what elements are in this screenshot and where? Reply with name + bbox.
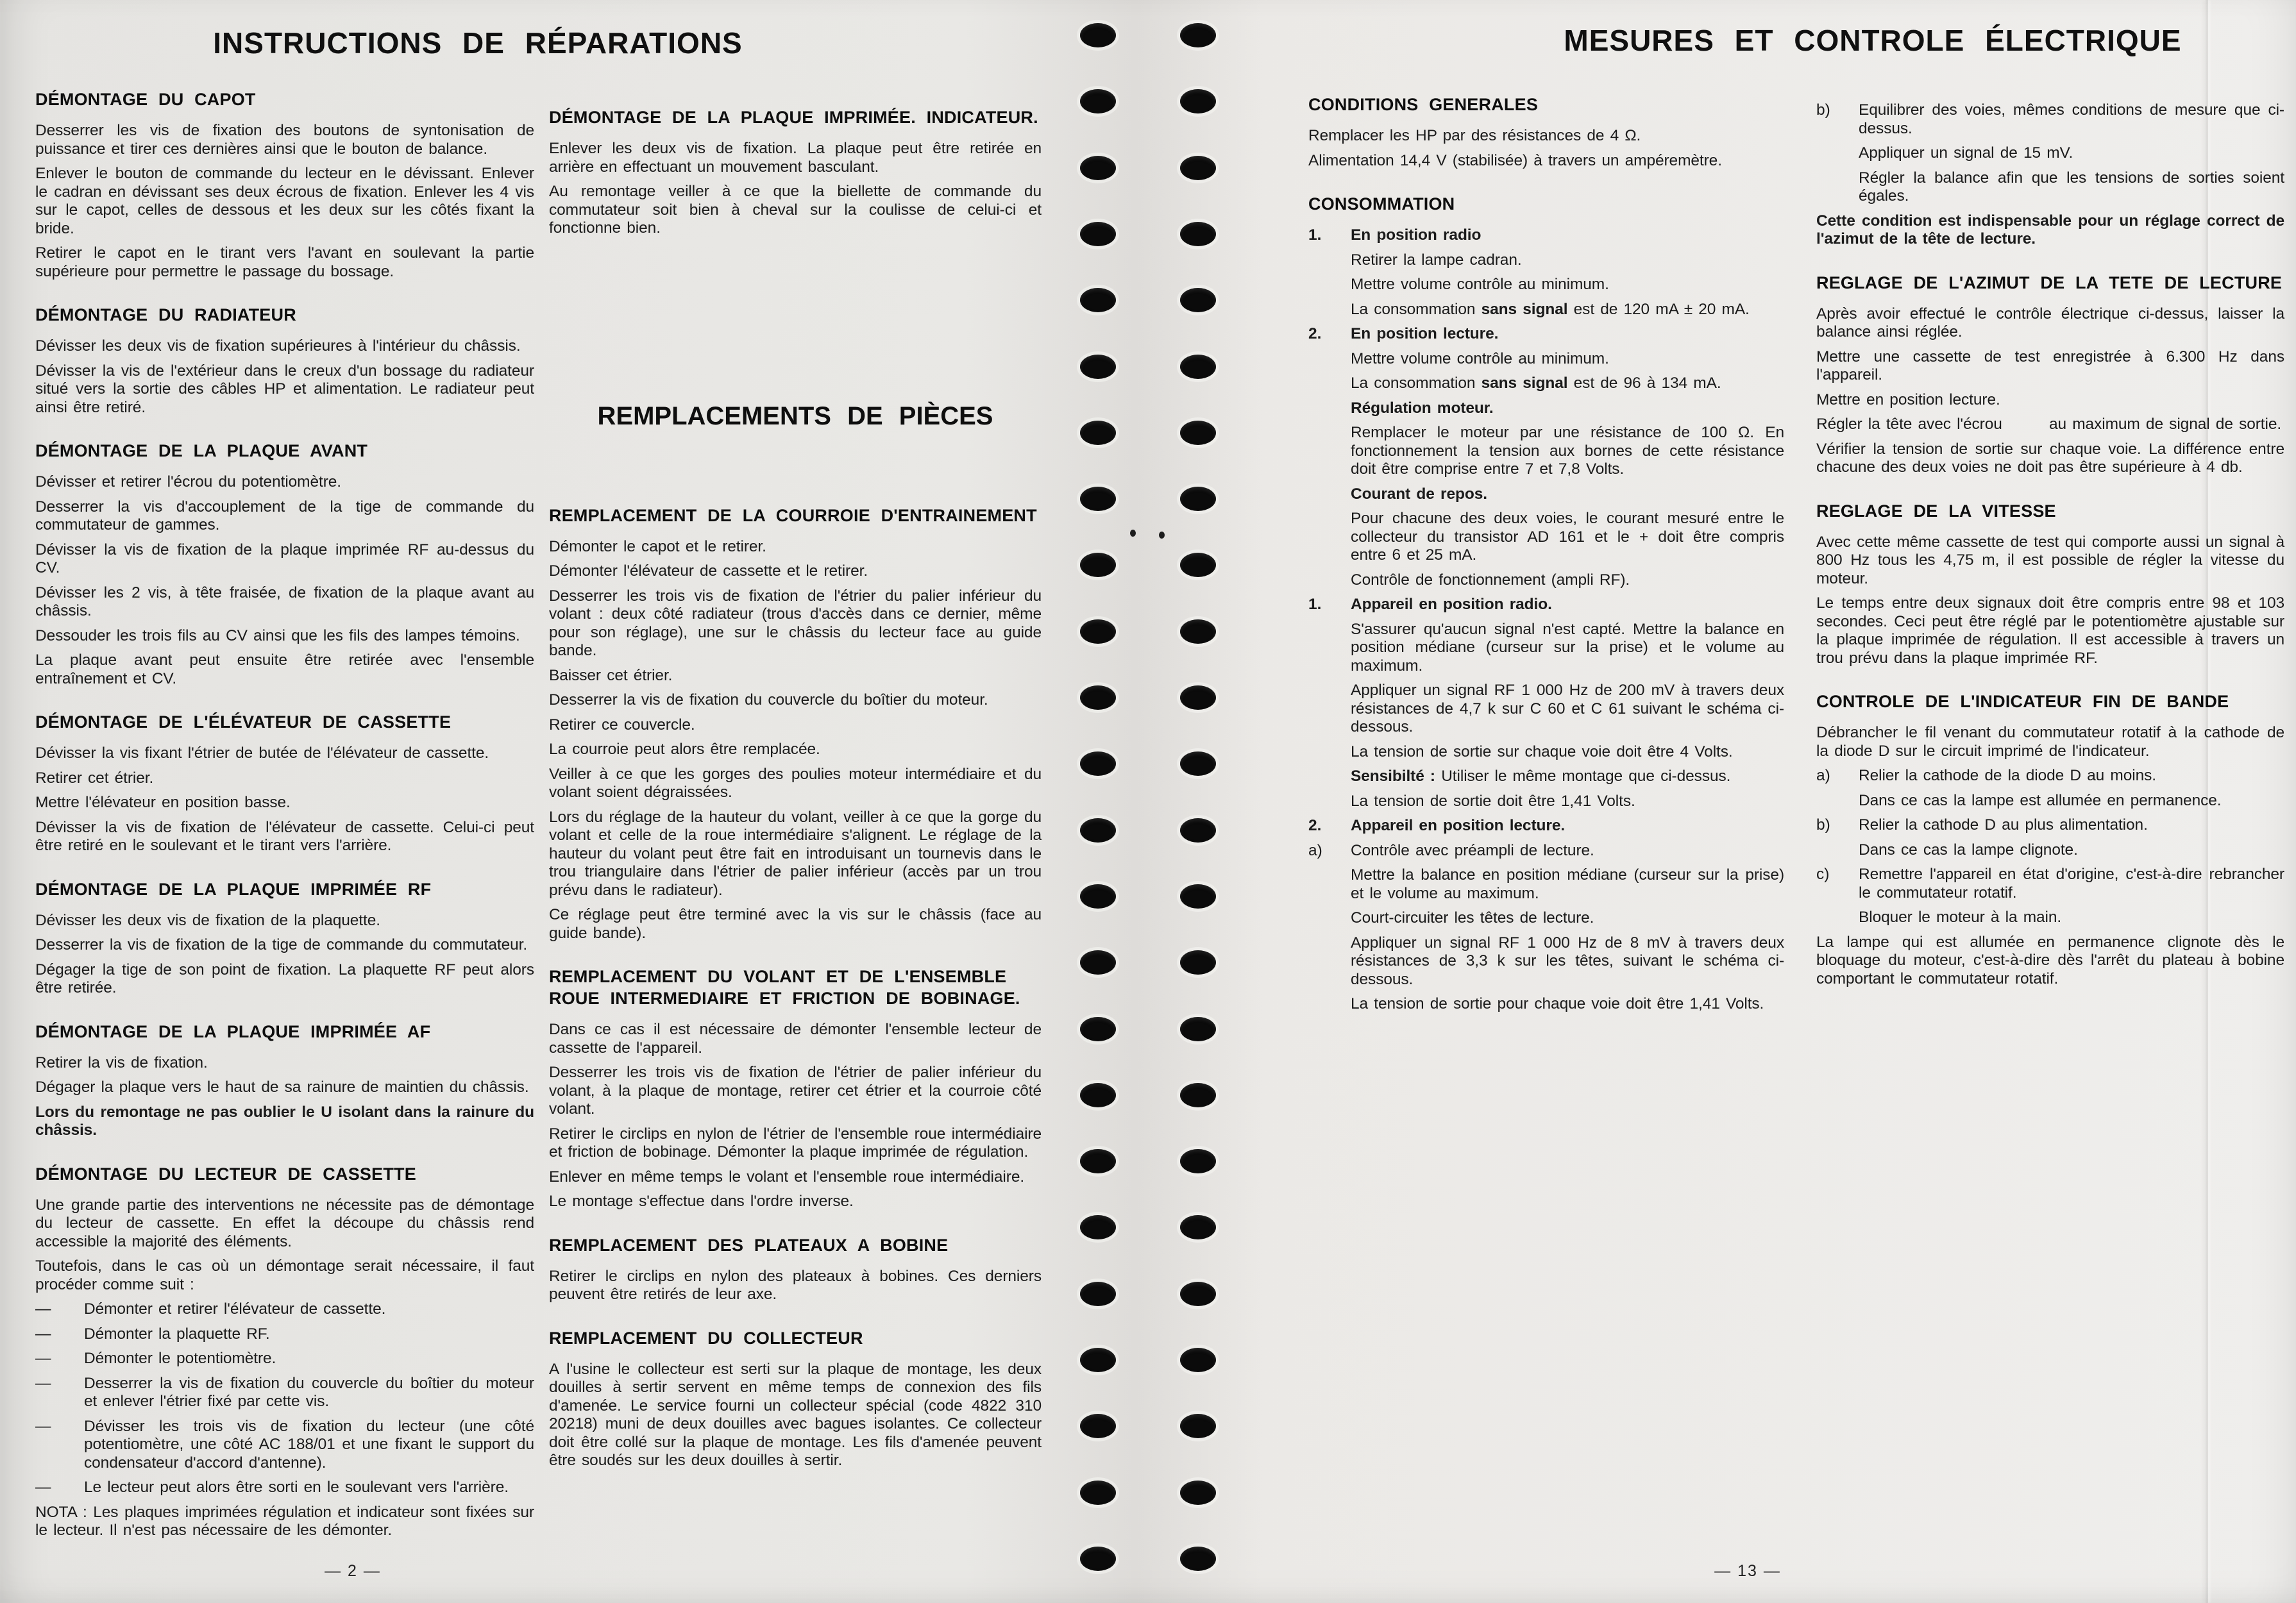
paragraph: Retirer le capot en le tirant vers l'avant en soulevant la partie supérieure pour permettre le passage du bossage. [35,244,534,280]
section-heading: CONDITIONS GENERALES [1308,95,1539,114]
paragraph: Après avoir effectué le contrôle électrique ci-dessus, laisser la balance ainsi réglée. [1816,305,2284,340]
numbered-item [1816,101,2284,138]
binding-hole [1080,222,1116,246]
binding-hole [1180,421,1216,445]
section-heading: CONSOMMATION [1308,194,1455,214]
paragraph: Démonter le potentiomètre. [84,1350,276,1367]
paragraph: Enlever le bouton de commande du lecteur en le dévissant. Enlever le cadran en dévissant ses deux écrous de fixation. Enlever les 4 vis sur le capot, celles de dessous et les deux sur les côtés fixant la bride. [35,165,534,237]
binding-hole [1180,619,1216,644]
left-page-column-1 [35,88,534,1547]
paragraph: Avec cette même cassette de test qui comporte aussi un signal à 800 Hz tous les 4,75 m, il est possible de régler la vitesse du moteur. [1816,533,2284,587]
paragraph: Une grande partie des interventions ne nécessite pas de démontage du lecteur de cassette. En effet la découpe du châssis rend accessible la majorité des éléments. [35,1196,534,1250]
list-marker: — [35,1417,51,1435]
binding-hole [1080,1215,1116,1239]
paragraph: Démonter et retirer l'élévateur de cassette. [84,1300,386,1318]
binding-hole [1080,23,1116,47]
paragraph: A l'usine le collecteur est serti sur la plaque de montage, les deux douilles à sertir servent en même temps de connexion des fils d'amenée. Le service fourni un collecteur spécial (code 4822 310 20218) muni de deux douilles avec bagues isolantes. Ce collecteur doit être collé sur la plaque de montage. Les fils d'amenée peuvent être soudés sur les deux douilles à sertir. [549,1360,1042,1469]
paragraph: Mettre en position lecture. [1816,390,2000,408]
list-marker: 2. [1308,325,1322,342]
binding-hole [1180,1017,1216,1041]
paragraph: Dévisser la vis de fixation de l'élévateur de cassette. Celui-ci peut être retiré en le soulevant et le tirant vers l'arrière. [35,818,534,854]
list-marker: b) [1816,816,1830,834]
paragraph: Remettre l'appareil en état d'origine, c'est-à-dire rebrancher le commutateur rotatif. [1859,866,2284,902]
section-heading: REMPLACEMENT DE LA COURROIE D'ENTRAINEMENT [549,505,1037,525]
paragraph: Régler la tête avec l'écrou au maximum de signal de sortie. [1816,415,2282,433]
paragraph: Démonter la plaquette RF. [84,1325,270,1343]
paragraph: Dévisser la vis fixant l'étrier de butée de l'élévateur de cassette. [35,744,489,762]
section-heading: REMPLACEMENT DU VOLANT ET DE L'ENSEMBLE ROUE INTERMEDIAIRE ET FRICTION DE BOBINAGE. [549,967,1020,1008]
paragraph: Desserrer les vis de fixation des boutons de syntonisation de puissance et tirer ces dernières ainsi que le bouton de balance. [35,122,534,158]
paragraph: En position radio [1351,226,1481,244]
list-marker: 1. [1308,226,1322,244]
list-marker: b) [1816,101,1830,119]
right-page-column-1 [1308,94,1784,1020]
paragraph [1351,374,1784,393]
binding-hole [1080,1282,1116,1306]
paragraph: Ce réglage peut être terminé avec la vis sur le châssis (face au guide bande). [549,906,1042,942]
numbered-item [1308,325,1784,344]
list-marker: c) [1816,866,1830,883]
paragraph: Retirer le circlips en nylon de l'étrier de l'ensemble roue intermédiaire et friction de bobinage. Démonter la plaque imprimée de régulation. [549,1125,1042,1161]
right-page-column-2 [1816,95,2284,995]
numbered-item [1816,816,2284,835]
paragraph: NOTA : Les plaques imprimées régulation et indicateur sont fixées sur le lecteur. Il n'est pas nécessaire de les démonter. [35,1503,534,1539]
paragraph: Bloquer le moteur à la main. [1859,909,2062,926]
left-page-column-2 [549,106,1042,1477]
list-item [35,1479,534,1497]
section-heading: REGLAGE DE LA VITESSE [1816,501,2056,521]
paragraph: Dévisser la vis de fixation de la plaque imprimée RF au-dessus du CV. [35,541,534,576]
paragraph: Dans ce cas la lampe clignote. [1859,841,2078,859]
section-heading: DÉMONTAGE DU RADIATEUR [35,305,296,324]
paragraph: Pour chacune des deux voies, le courant mesuré entre le collecteur du transistor AD 161 et le + doit être compris entre 6 et 25 mA. [1351,510,1784,564]
paragraph: Desserrer les trois vis de fixation de l'étrier du palier inférieur du volant : deux côté radiateur (trous d'accès dans ce dernier, même pour son réglage), une sur le châssis du lecteur face au guide bande. [549,587,1042,659]
paragraph: Démonter le capot et le retirer. [549,537,766,555]
section-heading: DÉMONTAGE DU LECTEUR DE CASSETTE [35,1164,416,1184]
paragraph: La tension de sortie doit être 1,41 Volts. [1351,792,1635,810]
paragraph: Dessouder les trois fils au CV ainsi que les fils des lampes témoins. [35,626,520,644]
list-marker: 2. [1308,817,1322,834]
paragraph: Au remontage veiller à ce que la biellette de commande du commutateur soit bien à cheval sur la coulisse de celui-ci et fonctionne bien. [549,183,1042,237]
paragraph: Retirer la vis de fixation. [35,1053,208,1071]
paragraph: Desserrer la vis d'accouplement de la tige de commande du commutateur de gammes. [35,498,534,533]
text-segment: La consommation [1351,300,1481,318]
paragraph: La tension de sortie pour chaque voie doit être 1,41 Volts. [1351,995,1764,1012]
binding-hole [1080,884,1116,909]
paragraph: Cette condition est indispensable pour un réglage correct de l'azimut de la tête de lecture. [1816,212,2284,248]
list-item [35,1300,534,1319]
paragraph: La lampe qui est allumée en permanence clignote dès le bloquage du moteur, c'est-à-dire dès l'arrêt du plateau à bobine comportant le commutateur rotatif. [1816,933,2284,987]
binding-hole [1080,1017,1116,1041]
paragraph: Baisser cet étrier. [549,666,673,684]
paragraph: Régulation moteur. [1351,399,1494,417]
paragraph: Toutefois, dans le cas où un démontage serait nécessaire, il faut procéder comme suit : [35,1257,534,1293]
text-segment: est de 96 à 134 mA. [1567,374,1721,392]
binding-hole [1180,1282,1216,1306]
list-marker: a) [1308,841,1322,859]
page-title: MESURES ET CONTROLE ÉLECTRIQUE [1564,24,2182,57]
paragraph: Enlever en même temps le volant et l'ensemble roue intermédiaire. [549,1168,1025,1186]
paragraph: Dévisser les 2 vis, à tête fraisée, de fixation de la plaque avant au châssis. [35,583,534,619]
binding-hole [1180,1083,1216,1107]
list-marker: a) [1816,767,1830,784]
paragraph: Courant de repos. [1351,485,1487,503]
paragraph: Dans ce cas il est nécessaire de démonter l'ensemble lecteur de cassette de l'appareil. [549,1021,1042,1057]
paragraph: Lors du réglage de la hauteur du volant, veiller à ce que la gorge du volant et celle de la roue intermédiaire s'alignent. Le réglage de la hauteur du volant peut être fait en introduisant un tournevis dans le trou triangulaire dans l'étrier de palier inférieur (accès par un trou prévu dans le radiateur). [549,808,1042,899]
paragraph: Dégager la tige de son point de fixation. La plaquette RF peut alors être retirée. [35,961,534,996]
paragraph: Equilibrer des voies, mêmes conditions de mesure que ci-dessus. [1859,101,2284,137]
binding-hole [1180,1547,1216,1571]
section-heading: DÉMONTAGE DE LA PLAQUE IMPRIMÉE. INDICATEUR. [549,108,1038,127]
paragraph: Appliquer un signal RF 1 000 Hz de 200 mV à travers deux résistances de 4,7 k sur C 60 et C 61 suivant le schéma ci-dessous. [1351,682,1784,735]
list-item [35,1418,534,1473]
binding-hole [1180,89,1216,113]
paragraph: Retirer le circlips en nylon des plateaux à bobines. Ces derniers peuvent être retirés de leur axe. [549,1267,1042,1303]
paragraph: Relier la cathode de la diode D au moins. [1859,767,2156,784]
list-item [35,1375,534,1411]
paragraph: Le temps entre deux signaux doit être compris entre 98 et 103 secondes. Ceci peut être réglé par le potentiomètre ajustable sur la plaque imprimée de régulation. Il est accessible à travers un trou prévu dans la plaque imprimée RF. [1816,594,2284,667]
paragraph: Démonter l'élévateur de cassette et le retirer. [549,562,868,580]
binding-hole [1180,884,1216,909]
paragraph: Enlever les deux vis de fixation. La plaque peut être retirée en arrière en effectuant un mouvement basculant. [549,140,1042,176]
page-title: INSTRUCTIONS DE RÉPARATIONS [213,26,743,60]
section-heading: REMPLACEMENT DES PLATEAUX A BOBINE [549,1235,949,1255]
binding-hole [1180,288,1216,312]
binding-hole [1080,89,1116,113]
paragraph: Retirer cet étrier. [35,769,154,787]
paragraph: Court-circuiter les têtes de lecture. [1351,909,1594,927]
paragraph: S'assurer qu'aucun signal n'est capté. Mettre la balance en position médiane (curseur sur la prise) et le volume au maximum. [1351,620,1784,675]
binding-hole [1180,1414,1216,1438]
paragraph: Retirer ce couvercle. [549,716,695,734]
section-heading: DÉMONTAGE DE LA PLAQUE IMPRIMÉE RF [35,879,432,899]
list-marker: — [35,1325,51,1343]
paragraph: Dévisser la vis de l'extérieur dans le creux d'un bossage du radiateur situé vers la sortie des câbles HP et alimentation. Le radiateur peut ainsi être retiré. [35,362,534,416]
binding-hole [1080,619,1116,644]
binding-hole [1180,156,1216,180]
paragraph: Vérifier la tension de sortie sur chaque voie. La différence entre chacune des deux voies ne doit pas être supérieure à 4 db. [1816,440,2284,476]
binding-hole [1080,156,1116,180]
binding-hole [1080,1348,1116,1372]
paragraph: Retirer la lampe cadran. [1351,251,1522,269]
text-segment: La consommation [1351,374,1481,392]
binding-hole [1180,685,1216,710]
numbered-item [1308,842,1784,860]
paragraph: Desserrer la vis de fixation du couvercle du boîtier du moteur. [549,691,988,709]
paragraph: Mettre la balance en position médiane (curseur sur la prise) et le volume au maximum. [1351,866,1784,902]
binding-hole [1080,950,1116,975]
paragraph: Appliquer un signal de 15 mV. [1859,144,2073,162]
paragraph: En position lecture. [1351,325,1499,342]
scan-speck [1159,532,1165,539]
section-heading: DÉMONTAGE DE L'ÉLÉVATEUR DE CASSETTE [35,712,452,732]
section-heading: REGLAGE DE L'AZIMUT DE LA TETE DE LECTURE [1816,273,2283,292]
paragraph: Régler la balance afin que les tensions de sorties soient égales. [1859,169,2284,205]
paragraph: Contrôle avec préampli de lecture. [1351,841,1594,859]
numbered-item [1308,596,1784,614]
paragraph: Desserrer la vis de fixation de la tige de commande du commutateur. [35,936,528,953]
section-heading: CONTROLE DE L'INDICATEUR FIN DE BANDE [1816,692,2229,711]
paragraph: Desserrer la vis de fixation du couvercle du boîtier du moteur et enlever l'étrier fixé par cette vis. [84,1374,534,1410]
binding-hole [1180,751,1216,776]
paragraph: Le montage s'effectue dans l'ordre inverse. [549,1193,854,1210]
text-segment: sans signal [1481,374,1568,392]
paragraph: Mettre volume contrôle au minimum. [1351,349,1609,367]
binding-hole [1180,222,1216,246]
text-segment: sans signal [1481,300,1568,318]
binding-hole [1180,950,1216,975]
paragraph: Lors du remontage ne pas oublier le U isolant dans la rainure du châssis. [35,1103,534,1139]
list-item [35,1350,534,1368]
binding-hole [1180,553,1216,577]
paragraph: Le lecteur peut alors être sorti en le soulevant vers l'arrière. [84,1479,509,1496]
binding-hole [1080,553,1116,577]
binding-hole [1180,1481,1216,1505]
paragraph: Relier la cathode D au plus alimentation. [1859,816,2148,834]
paragraph: Mettre une cassette de test enregistrée à 6.300 Hz dans l'appareil. [1816,348,2284,383]
paragraph: La tension de sortie sur chaque voie doit être 4 Volts. [1351,743,1733,760]
paragraph: Veiller à ce que les gorges des poulies moteur intermédiaire et du volant soient dégraissées. [549,765,1042,801]
binding-hole [1080,1149,1116,1173]
center-heading: REMPLACEMENTS DE PIÈCES [597,401,993,430]
paragraph [1351,768,1784,786]
paragraph: Appareil en position radio. [1351,596,1552,613]
binding-hole [1180,1348,1216,1372]
paragraph: Appliquer un signal RF 1 000 Hz de 8 mV à travers deux résistances de 3,3 k sur les têtes, suivant le schéma ci-dessous. [1351,934,1784,988]
binding-hole [1080,355,1116,379]
paragraph: Mettre l'élévateur en position basse. [35,794,291,811]
paragraph: Contrôle de fonctionnement (ampli RF). [1351,571,1630,589]
numbered-item [1816,767,2284,785]
binding-hole [1180,23,1216,47]
text-segment: est de 120 mA ± 20 mA. [1567,300,1750,318]
page-number: — 2 — [325,1562,381,1580]
paragraph: Remplacer les HP par des résistances de 4 Ω. [1308,127,1641,144]
list-marker: — [35,1300,51,1318]
binding-hole [1080,1414,1116,1438]
paragraph: La plaque avant peut ensuite être retirée avec l'ensemble entraînement et CV. [35,651,534,687]
numbered-item [1308,226,1784,245]
paragraph: Dans ce cas la lampe est allumée en permanence. [1859,791,2222,809]
list-marker: 1. [1308,596,1322,613]
paragraph [1351,301,1784,319]
list-marker: — [35,1350,51,1367]
binding-hole [1080,818,1116,843]
list-marker: — [35,1374,51,1392]
paragraph: Dévisser les trois vis de fixation du lecteur (une côté potentiomètre, une côté AC 188/01 et une fixant le support du condensateur d'accord d'antenne). [84,1417,534,1472]
text-segment: Utiliser le même montage que ci-dessus. [1435,768,1731,785]
paragraph: Dévisser les deux vis de fixation supérieures à l'intérieur du châssis. [35,337,521,355]
section-heading: DÉMONTAGE DE LA PLAQUE AVANT [35,441,368,460]
paragraph: Dégager la plaque vers le haut de sa rainure de maintien du châssis. [35,1078,529,1096]
numbered-item [1816,866,2284,902]
list-item [35,1325,534,1344]
section-heading: REMPLACEMENT DU COLLECTEUR [549,1328,863,1348]
paragraph: Desserrer les trois vis de fixation de l'étrier de palier inférieur du volant, à la plaque de montage, retirer cet étrier et la courroie côté volant. [549,1064,1042,1118]
paragraph: Mettre volume contrôle au minimum. [1351,276,1609,293]
binding-hole [1080,1481,1116,1505]
text-segment: Sensibilté : [1351,768,1435,785]
list-marker: — [35,1479,51,1496]
binding-hole [1080,421,1116,445]
paragraph: Remplacer le moteur par une résistance de 100 Ω. En fonctionnement la tension aux bornes de cette résistance doit être comprise entre 7 et 7,8 Volts. [1351,424,1784,478]
page-number: — 13 — [1714,1562,1781,1580]
binding-hole [1180,487,1216,511]
binding-hole [1080,751,1116,776]
numbered-item [1308,817,1784,835]
binding-hole [1080,685,1116,710]
paragraph: La courroie peut alors être remplacée. [549,741,820,758]
binding-hole [1080,1547,1116,1571]
paragraph: Dévisser les deux vis de fixation de la plaquette. [35,911,380,929]
section-heading: DÉMONTAGE DE LA PLAQUE IMPRIMÉE AF [35,1021,431,1041]
binding-hole [1080,487,1116,511]
binding-hole [1180,1215,1216,1239]
paragraph: Alimentation 14,4 V (stabilisée) à travers un ampéremètre. [1308,151,1722,169]
paragraph: Débrancher le fil venant du commutateur rotatif à la cathode de la diode D sur le circuit imprimé de l'indicateur. [1816,724,2284,760]
scan-speck [1130,530,1136,537]
binding-hole [1080,288,1116,312]
binding-hole [1180,818,1216,843]
paragraph: Dévisser et retirer l'écrou du potentiomètre. [35,473,342,491]
binding-strip [1058,0,1251,1603]
binding-hole [1180,355,1216,379]
paragraph: Appareil en position lecture. [1351,817,1566,834]
binding-hole [1180,1149,1216,1173]
binding-hole [1080,1083,1116,1107]
section-heading: DÉMONTAGE DU CAPOT [35,90,256,109]
